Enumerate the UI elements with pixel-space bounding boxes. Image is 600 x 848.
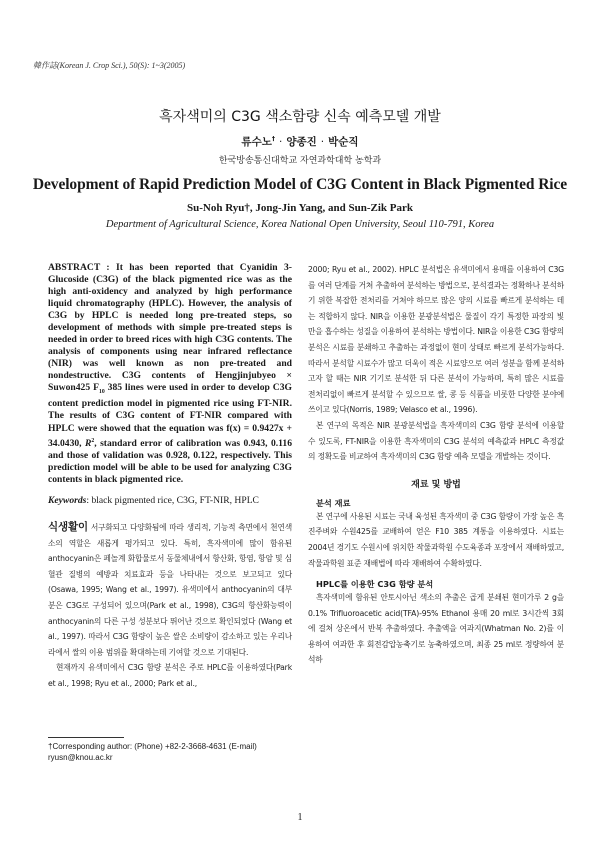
body-paragraph: 흑자색미에 함유된 안토시아닌 색소의 추출은 곱게 분쇄된 현미가루 2 g을 0.1% Trifluoroacetic acid(TFA)-95% Ethanol 용매 20 ml로 3시간씩 3회에 걸쳐 상온에서 반복 추출하였다. 추출액을 여과지(Whatman No. 2)를 이용하여 여과한 후 회전감압농축기로 농축하였으며, 최종 25 ml로 정량하여 분석하 bbox=[308, 593, 564, 665]
section-heading-methods: 재료 및 방법 bbox=[411, 479, 461, 490]
keywords: Keywords: black pigmented rice, C3G, FT-NIR, HPLC bbox=[48, 494, 259, 506]
abstract-label: ABSTRACT : bbox=[48, 262, 110, 273]
author-ko-2: 양종진 bbox=[286, 136, 317, 148]
intro-lead-word: 식생활이 bbox=[48, 520, 88, 533]
korean-affiliation: 한국방송통신대학교 자연과학대학 농학과 bbox=[218, 156, 382, 166]
english-authors: Su-Noh Ryu†, Jong-Jin Yang, and Sun-Zik Park bbox=[186, 202, 413, 214]
abstract: ABSTRACT : It has been reported that Cyanidin 3-Glucoside (C3G) of the black pigmented rice was as the high anti-oxidency and analyzed by high performance liquid chromatography (HPLC). However, the analysis of C3G by HPLC is needed long pre-treated steps, so development of methods with simple pre-treated steps is needed in order to breed rices with high C3G contents. The analysis of components using near infrared reflectance (NIR) was well known as non pre-treated and nondestructive. C3G contents of Hengjinjubyeo × Suwon425 $F_{10}$ 385 lines were used in order to develop C3G content prediction model in pigmented rice using FT-NIR. The results of C3G content of FT-NIR compared with HPLC were showed that the equation was f(x) = 0.9427x + 34.0430, $R^2$, standard error of calibration was 0.943, 0.116 and those of validation was 0.928, 0.122, respectively. This prediction model will be able to be used for analyzing C3G contents in black pigmented rice. bbox=[48, 262, 292, 485]
intro-paragraph: 현재까지 유색미에서 C3G 함량 분석은 주로 HPLC를 이용하였다(Park et al., 1998; Ryu et al., 2000; Park et al., bbox=[48, 663, 292, 688]
author-ko-1: 류수노 bbox=[241, 136, 272, 148]
right-column bbox=[308, 262, 564, 668]
korean-title: 흑자색미의 C3G 색소함량 신속 예측모델 개발 bbox=[159, 109, 441, 125]
corresponding-author-footnote: †Corresponding author: (Phone) +82-2-3668-4631 (E-mail) ryusn@knou.ac.kr bbox=[48, 742, 257, 762]
page-number: 1 bbox=[297, 812, 303, 823]
left-column bbox=[48, 262, 292, 691]
english-title: Development of Rapid Prediction Model of C3G Content in Black Pigmented Rice bbox=[32, 176, 568, 193]
corresponding-dagger: † bbox=[271, 135, 276, 143]
body-paragraph: 본 연구에 사용된 시료는 국내 육성된 흑자색미 중 C3G 함량이 가장 높은 흑진주벼와 수원425를 교배하여 얻은 F10 385 계통을 이용하였다. 시료는 2004년 경기도 수원시에 위치한 작물과학원 수도육종과 포장에서 재배하였고, 작물과학원 표준 재배법에 따라 재배하여 수확하였다. bbox=[308, 511, 564, 568]
english-affiliation: Department of Agricultural Science, Korea National Open University, Seoul 110-791, Korea bbox=[105, 219, 495, 230]
body-paragraph: 본 연구의 목적은 NIR 분광분석법을 흑자색미의 C3G 함량 분석에 이용할 수 있도록, FT-NIR을 이용한 흑자색미의 C3G 분석의 예측값과 HPLC 측정값의 정확도를 비교하여 흑자색미의 C3G 함량 예측 모델을 개발하는 것이다. bbox=[308, 420, 564, 462]
keywords-label: Keywords bbox=[48, 494, 87, 506]
subsection-heading-hplc: HPLC를 이용한 C3G 함량 분석 bbox=[316, 579, 434, 590]
subsection-heading-materials: 분석 재료 bbox=[316, 497, 351, 508]
introduction bbox=[48, 520, 292, 692]
body-paragraph: 2000; Ryu et al., 2002). HPLC 분석법은 유색미에서 용매를 이용하여 C3G를 여러 단계를 거쳐 추출하여 분석하는 방법으로, 분석결과는 정확하나 분석하기 위한 복잡한 전처리를 거쳐야 하므로 많은 양의 시료를 빠르게 분석하는 데는 적합하지 않다. NIR을 이용한 분광분석법은 물질이 각기 특정한 파장의 빛만을 흡수하는 성질을 이용하여 분석하는 방법이다. NIR을 이용한 C3G 함량의 분석은 시료를 분쇄하고 추출하는 과정없이 현미 상태로 빠르게 분석가능하다. 따라서 분석할 시료수가 많고 더욱이 적은 시료양으로 여러 성분을 함께 분석하고자 할 때는 NIR 기기로 분석한 뒤 다른 분석이 가능하며, 특히 많은 시료를 전처리없이 빠르게 분석할 수 있으므로 쌀, 콩 등 식품을 비롯한 다양한 분야에 쓰이고 있다(Norris, 1989; Velasco et al., 1996). bbox=[308, 265, 564, 415]
intro-paragraph: 식생활이 서구화되고 다양화됨에 따라 생리적, 기능적 측면에서 천연색소의 역할은 새롭게 평가되고 있다. 특히, 흑자색미에 많이 함유된 anthocyanin은 페놀계 화합물로서 동물체내에서 항산화, 항염, 항암 및 심혈관 질병의 예방과 치료효과 등을 나타내는 것으로 보고되고 있다 (Osawa, 1995; Wang et al., 1997). 유색미에서 anthocyanin의 대부분은 C3G로 구성되어 있으며(Park et al., 1998), C3G의 항산화능력이 anthocyanin의 다른 구성 성분보다 뛰어난 것으로 확인되었다 (Wang et al., 1997). 따라서 C3G 함량이 높은 쌀은 소비량이 감소하고 있는 우리나라에서 쌀의 이용 범위를 확대하는데 기여할 것으로 기대된다. bbox=[48, 520, 292, 657]
journal-header: 韓作誌(Korean J. Crop Sci.), 50(S): 1~3(2005) bbox=[33, 61, 186, 70]
author-ko-3: 박순직 bbox=[328, 136, 359, 148]
footnote-divider bbox=[48, 737, 124, 738]
korean-authors: 류수노† · 양종진 · 박순직 bbox=[241, 135, 359, 148]
